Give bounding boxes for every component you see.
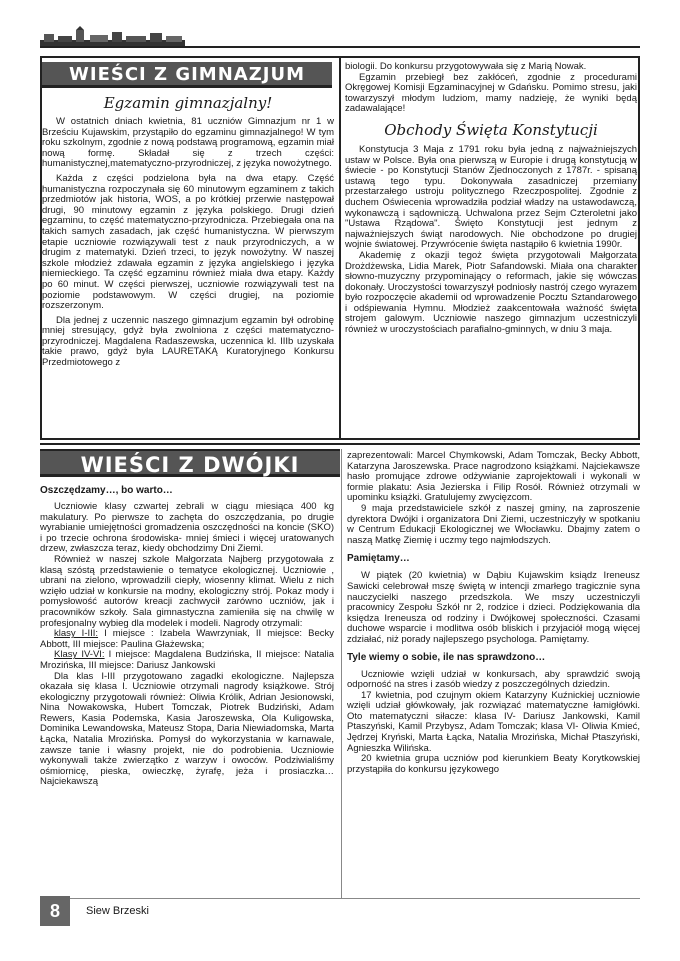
page-number: 8 [40,896,70,926]
article-heading-pamietamy: Pamiętamy… [347,553,410,565]
publication-name: Siew Brzeski [86,905,149,917]
paragraph: Uczniowie wzięli udział w konkursach, aby sprawdzić swoją odporność na stres i zasób wiedzy z poszczególnych dziedzin. [347,668,640,691]
prize-list-junior [40,629,334,650]
footer-rule [40,898,640,899]
section-banner-dwojki: WIEŚCI Z DWÓJKI [40,449,340,477]
section-banner-gimnazjum: WIEŚCI Z GIMNAZJUM [42,62,332,88]
paragraph: 17 kwietnia, pod czujnym okiem Katarzyny Kuźnickiej uczniowie wzięli udział główkowały, jak rozwiązać matematyczne łamigłówki. Oto matematyczni siłacze: klasa IV- Dariusz Jankowski, Kamil Ptaszyński, Kamil Przybysz, Adam Tomczak; klasa VI- Oliwia Kmieć, Jędrzej Kryński, Marta Łącka, Natalia Mrozińska, Michał Ptaszyński, Agnieszka Wilińska. [347,689,640,754]
paragraph: zaprezentowali: Marcel Chymkowski, Adam Tomczak, Becky Abbott, Katarzyna Jaroszewska. Prace nagrodzono książkami. Najciekawsze hasło promujące zdrowe odżywianie zaprojektowali i wykonali w formie plakatu: Asia Jezierska i Filip Rosół. Również otrzymali w upominku książki. Gratulujemy zwycięzcom. [347,450,640,504]
paragraph: Konstytucja 3 Maja z 1791 roku była jedną z najważniejszych ustaw w Polsce. Była ona pierwszą w Europie i drugą konstytucją w świecie - po Konstytucji Stanów Zjednoczonych z 1787r. - spisaną ustawą tego typu. Dokonywała zasadniczej przemiany przestarzałego ustroju politycznego Rzeczpospolitej. Zgodnie z duchem Oświecenia wprowadziła podział władzy na ustawodawczą, wykonawczą i sądowniczą. Uchwalona przez Sejm Czteroletni jako "Ustawa Rządowa". Święto Konstytucji jest jednym z najważniejszych świąt narodowych. Nie obchodzone po drugiej wojnie światowej. Przywrócenie święta nastąpiło 6 kwietnia 1990r. [345,143,637,251]
paragraph: Dla klas I-III przygotowano zagadki ekologiczne. Najlepsza okazała się klasa I. Uczniowie otrzymali nagrody książkowe. Strój ekologiczny przygotowali również: Oliwia Królik, Adrian Jesionowski, Nina Nowakowska, Hubert Tomczak, Piotrek Budziński, Adam Rewers, Kasia Podemska, Kasia Jaroszewska, Ola Kuligowska, Dominika Lewandowska, Mateusz Stopa, Daria Niewiadomska, Marta Łącka, Natalia Mrozińska. Pomysł do wykorzystania w karnawale, zawsze tanie i własny projekt, nie do podrobienia. Uczniowie wykonywali także zwierzątko z warzyw i owoców. Podziwialiśmy ośmiornicę, pieska, owieczkę, żyrafę, jeża i prosiaczka… Najciekawszą [40,670,334,788]
paragraph: Akademię z okazji tegoż święta przygotowali Małgorzata Drożdżewska, Lidia Marek, Piotr Safandowski. Miała ona charakter słowno-muzyczny przypominający o reformach, jakie się wówczas dokonały. Uroczystości towarzyszył podniosły nastrój czego wyrazem było rozpoczęcie akademii od wprowadzenie Pocztu Sztandarowego i odśpiewania Hymnu. Młodzież zaakcentowała ważność święta strojem galowym. Uczniowie naszego gimnazjum uczestniczyli również w uroczystościach parafialno-gminnych, w dniu 3 maja. [345,249,637,336]
header-skyline-illustration [40,26,185,48]
paragraph: Egzamin przebiegł bez zakłóceń, zgodnie z procedurami Okręgowej Komisji Egzaminacyjnej w Gdańsku. Pomimo stresu, jaki towarzyszył młodym ludziom, mamy nadzieję, że wyniki będą zadawalające! [345,71,637,115]
paragraph: 20 kwietnia grupa uczniów pod kierunkiem Beaty Korytkowskiej przystąpiła do konkursu językowego [347,753,640,775]
dwojki-right-column [347,451,640,775]
class-label: klasy I-III: [54,628,99,640]
column-divider [341,449,342,899]
gimnazjum-right-column [345,62,637,336]
gimnazjum-left-column [42,92,334,369]
section-rule [40,443,640,445]
column-divider [339,58,341,438]
paragraph: Również w naszej szkole Małgorzata Najberg przygotowała z klasą szóstą przedstawienie o tematyce ekologicznej. Uczniowie , ubrani na zielono, wprowadzili ciepły, wiosenny klimat. Wielu z nich wzięło udział w konkursie na modny, ekologiczny strój. Pokaz mody i pomysłowość autorów kreacji zachwycił zarówno uczniów, jak i pracowników szkoły. Sala gimnastyczna zamieniła się na chwilę w profesjonalny wybieg dla modelek i modeli. Nagrody otrzymali: [40,553,334,629]
paragraph: W ostatnich dniach kwietnia, 81 uczniów Gimnazjum nr 1 w Brześciu Kujawskim, przystąpiło do egzaminu gimnazjalnego! W tym roku szkolnym, zgodnie z nową podstawą programową, egzamin miał nową formę. Składał się z trzech części: humanistycznej,matematyczno-przyrodniczej, z języka nowożytnego. [42,116,334,170]
paragraph: Każda z części podzielona była na dwa etapy. Część humanistyczna rozpoczynała się 60 minutowym egzaminem z takich przedmiotów jak historia, WOS, a po krótkiej przerwie następował drugi, 90 minutowy egzamin z języka polskiego. Drugi dzień egzaminu, to część matematyczno-przyrodnicza. Przebiegała ona na takich samych zasadach, jak część humanistyczna. W pierwszym etapie uczniowie rozwiązywali test z nauk przyrodniczych, a w drugim z matematyki. Dzień trzeci, to język nowożytny. W naszej szkole młodzież zdawała egzamin z języka angielskiego i języka niemieckiego. Ta część egzaminu również miała dwa etapy. Każdy po 60 minut. W części pierwszej, uczniowie rozwiązywali test na poziomie podstawowym. W części drugiej, na poziomie rozszerzonym. [42,172,334,312]
dwojki-left-column [40,484,334,788]
class-label: Klasy IV-VI: [54,649,105,661]
article-heading-oszczedzamy: Oszczędzamy…, bo warto… [40,485,173,496]
paragraph: W piątek (20 kwietnia) w Dąbiu Kujawskim ksiądz Ireneusz Sawicki celebrował mszę świętą w intencji zmarłego tragicznie syna nauczycielki naszego przedszkola. We mszy uczestniczyli pracownicy Zespołu Szkół nr 2, rodzice i dzieci. Podziękowania dla księdza Ireneusza od rodziny i Dwójkowej społeczności. Czasami duchowe wsparcie i modlitwa osób bliskich i przyjaciół mogą więcej zdziałać, niż porady najlepszego psychologa. Pamiętamy. [347,570,640,645]
prize-winners: I miejsce : Izabela Wawrzyniak, II miejsce: Becky Abbott, III miejsce: Paulina Głażewska; [40,628,334,650]
paragraph: biologii. Do konkursu przygotowywała się z Marią Nowak. [345,61,587,72]
article-subtitle-konstytucja: Obchody Święta Konstytucji [384,120,598,139]
prize-winners: I miejsce: Magdalena Budzińska, II miejsce: Natalia Mrozińska, III miejsce: Dariusz Jankowski [40,649,334,671]
article-heading-tyle-wiemy: Tyle wiemy o sobie, ile nas sprawdzono… [347,651,546,663]
prize-list-senior [40,650,334,671]
paragraph: Uczniowie klasy czwartej zebrali w ciągu miesiąca 400 kg makulatury. Po pierwsze to zachęta do oszczędzania, po drugie wyrabianie umiejętności gromadzenia oszczędności na koncie (SKO) i po trzecie ochrona środowiska- mniej śmieci i więcej uratowanych drzew, zwłaszcza teraz, kiedy obchodzimy Dni Ziemi. [40,501,334,555]
paragraph: Dla jednej z uczennic naszego gimnazjum egzamin był odrobinę mniej stresujący, gdyż była zwolniona z części matematyczno-przyrodniczej. Magdalena Radaszewska, uczennica kl. IIIb uzyskała takie prawo, gdyż była LAURETAKĄ Kuratoryjnego Konkursu Przedmiotowego z [42,314,334,369]
article-subtitle-egzamin: Egzamin gimnazjalny! [103,94,273,112]
header-rule [40,46,640,48]
paragraph: 9 maja przedstawiciele szkół z naszej gminy, na zaproszenie dyrektora Dwójki i organizatora Dni Ziemi, uczestniczyły w spotkaniu w Centrum Edukacji Ekologicznej we Włocławku. Dbajmy zatem o naszą Matkę Ziemię i uczmy tego najmłodszych. [347,502,640,546]
